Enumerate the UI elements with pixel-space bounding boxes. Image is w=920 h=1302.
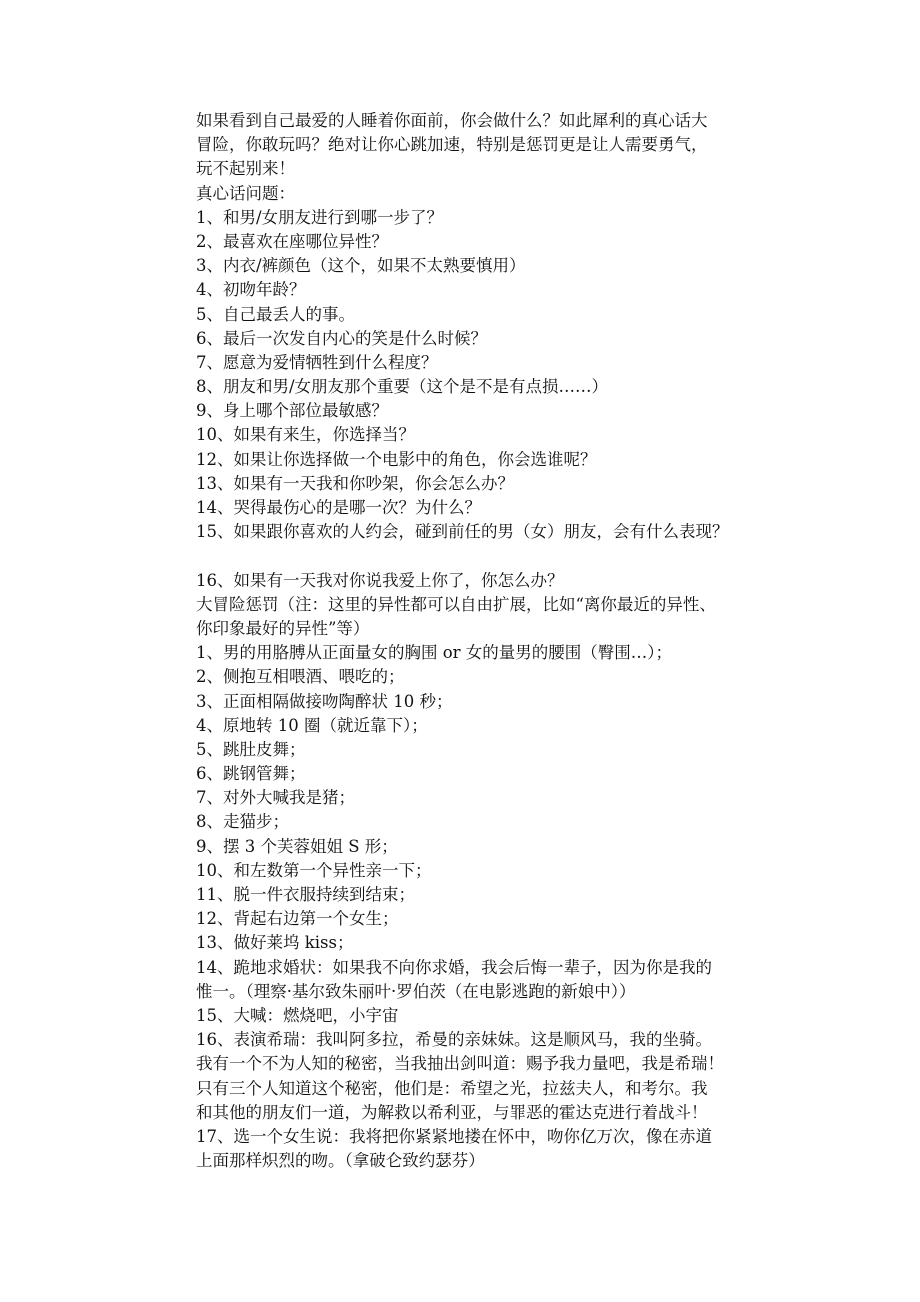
dare-item: 16、表演希瑞：我叫阿多拉，希曼的亲妹妹。这是顺风马，我的坐骑。: [196, 1030, 712, 1050]
dare-item: 7、对外大喊我是猪；: [196, 788, 355, 808]
truth-item: 14、哭得最伤心的是哪一次？为什么？: [196, 498, 481, 517]
truth-item: 12、如果让你选择做一个电影中的角色，你会选谁呢？: [196, 449, 597, 469]
truth-item: 15、如果跟你喜欢的人约会，碰到前任的男（女）朋友，会有什么表现？: [196, 522, 729, 542]
truth-item: 4、初吻年龄？: [196, 280, 306, 300]
truth-item: 9、身上哪个部位最敏感？: [196, 401, 388, 421]
dare-item: 10、和左数第一个异性亲一下；: [196, 860, 432, 880]
dare-item: 我有一个不为人知的秘密，当我抽出剑叫道：赐予我力量吧，我是希瑞！: [196, 1054, 724, 1074]
dare-item: 4、原地转 10 圈（就近靠下）；: [196, 715, 428, 735]
truth-item: 7、愿意为爱情牺牲到什么程度？: [196, 352, 438, 372]
truth-item: 5、自己最丢人的事。: [196, 304, 355, 324]
truth-item: 2、最喜欢在座哪位异性？: [196, 231, 388, 251]
truth-heading: 真心话问题：: [196, 183, 295, 203]
truth-item: 13、如果有一天我和你吵架，你会怎么办？: [196, 473, 514, 493]
truth-item: 6、最后一次发自内心的笑是什么时候？: [196, 328, 487, 348]
dare-item: 13、做好莱坞 kiss；: [196, 933, 354, 953]
dare-heading: 大冒险惩罚（注：这里的异性都可以自由扩展，比如“离你最近的异性、: [196, 594, 716, 614]
dare-item: 14、跪地求婚状：如果我不向你求婚，我会后悔一辈子，因为你是我的: [196, 957, 712, 977]
intro-line: 玩不起别来！: [196, 159, 295, 179]
dare-item: 11、脱一件衣服持续到结束；: [196, 885, 415, 904]
truth-item: 1、和男/女朋友进行到哪一步了？: [196, 207, 444, 227]
dare-item: 17、选一个女生说：我将把你紧紧地搂在怀中，吻你亿万次，像在赤道: [196, 1126, 712, 1146]
dare-item: 1、男的用胳膊从正面量女的胸围 or 女的量男的腰围（臀围…）；: [196, 643, 673, 663]
dare-item: 和其他的朋友们一道，为解救以希利亚，与罪恶的霍达克进行着战斗！: [196, 1102, 708, 1122]
dare-item: 8、走猫步；: [196, 812, 289, 832]
truth-item: 10、如果有来生，你选择当？: [196, 425, 415, 445]
truth-item: 8、朋友和男/女朋友那个重要（这个是不是有点损……）: [196, 377, 609, 397]
dare-item: 上面那样炽烈的吻。（拿破仑致约瑟芬）: [196, 1151, 485, 1171]
dare-item: 5、跳肚皮舞；: [196, 739, 306, 759]
document-page: [196, 109, 796, 1173]
dare-item: 15、大喊：燃烧吧，小宇宙: [196, 1005, 399, 1025]
dare-item: 2、侧抱互相喂酒、喂吃的；: [196, 667, 405, 687]
dare-heading: 你印象最好的异性”等）: [196, 618, 370, 638]
dare-item: 12、背起右边第一个女生；: [196, 909, 399, 929]
blank-line: [196, 544, 796, 568]
dare-item: 惟一。（理察·基尔致朱丽叶·罗伯茨（在电影逃跑的新娘中））: [196, 981, 636, 1001]
intro-line: 如果看到自己最爱的人睡着你面前，你会做什么？如此犀利的真心话大: [196, 111, 708, 130]
truth-item: 16、如果有一天我对你说我爱上你了，你怎么办？: [196, 570, 564, 590]
dare-item: 6、跳钢管舞；: [196, 764, 306, 784]
truth-item: 3、内衣/裤颜色（这个，如果不太熟要慎用）: [196, 256, 526, 276]
dare-item: 3、正面相隔做接吻陶醉状 10 秒；: [196, 691, 453, 711]
dare-item: 9、摆 3 个芙蓉姐姐 S 形；: [196, 836, 398, 856]
intro-line: 冒险，你敢玩吗？绝对让你心跳加速，特别是惩罚更是让人需要勇气，: [196, 135, 708, 155]
dare-item: 只有三个人知道这个秘密，他们是：希望之光，拉兹夫人，和考尔。我: [196, 1078, 708, 1098]
